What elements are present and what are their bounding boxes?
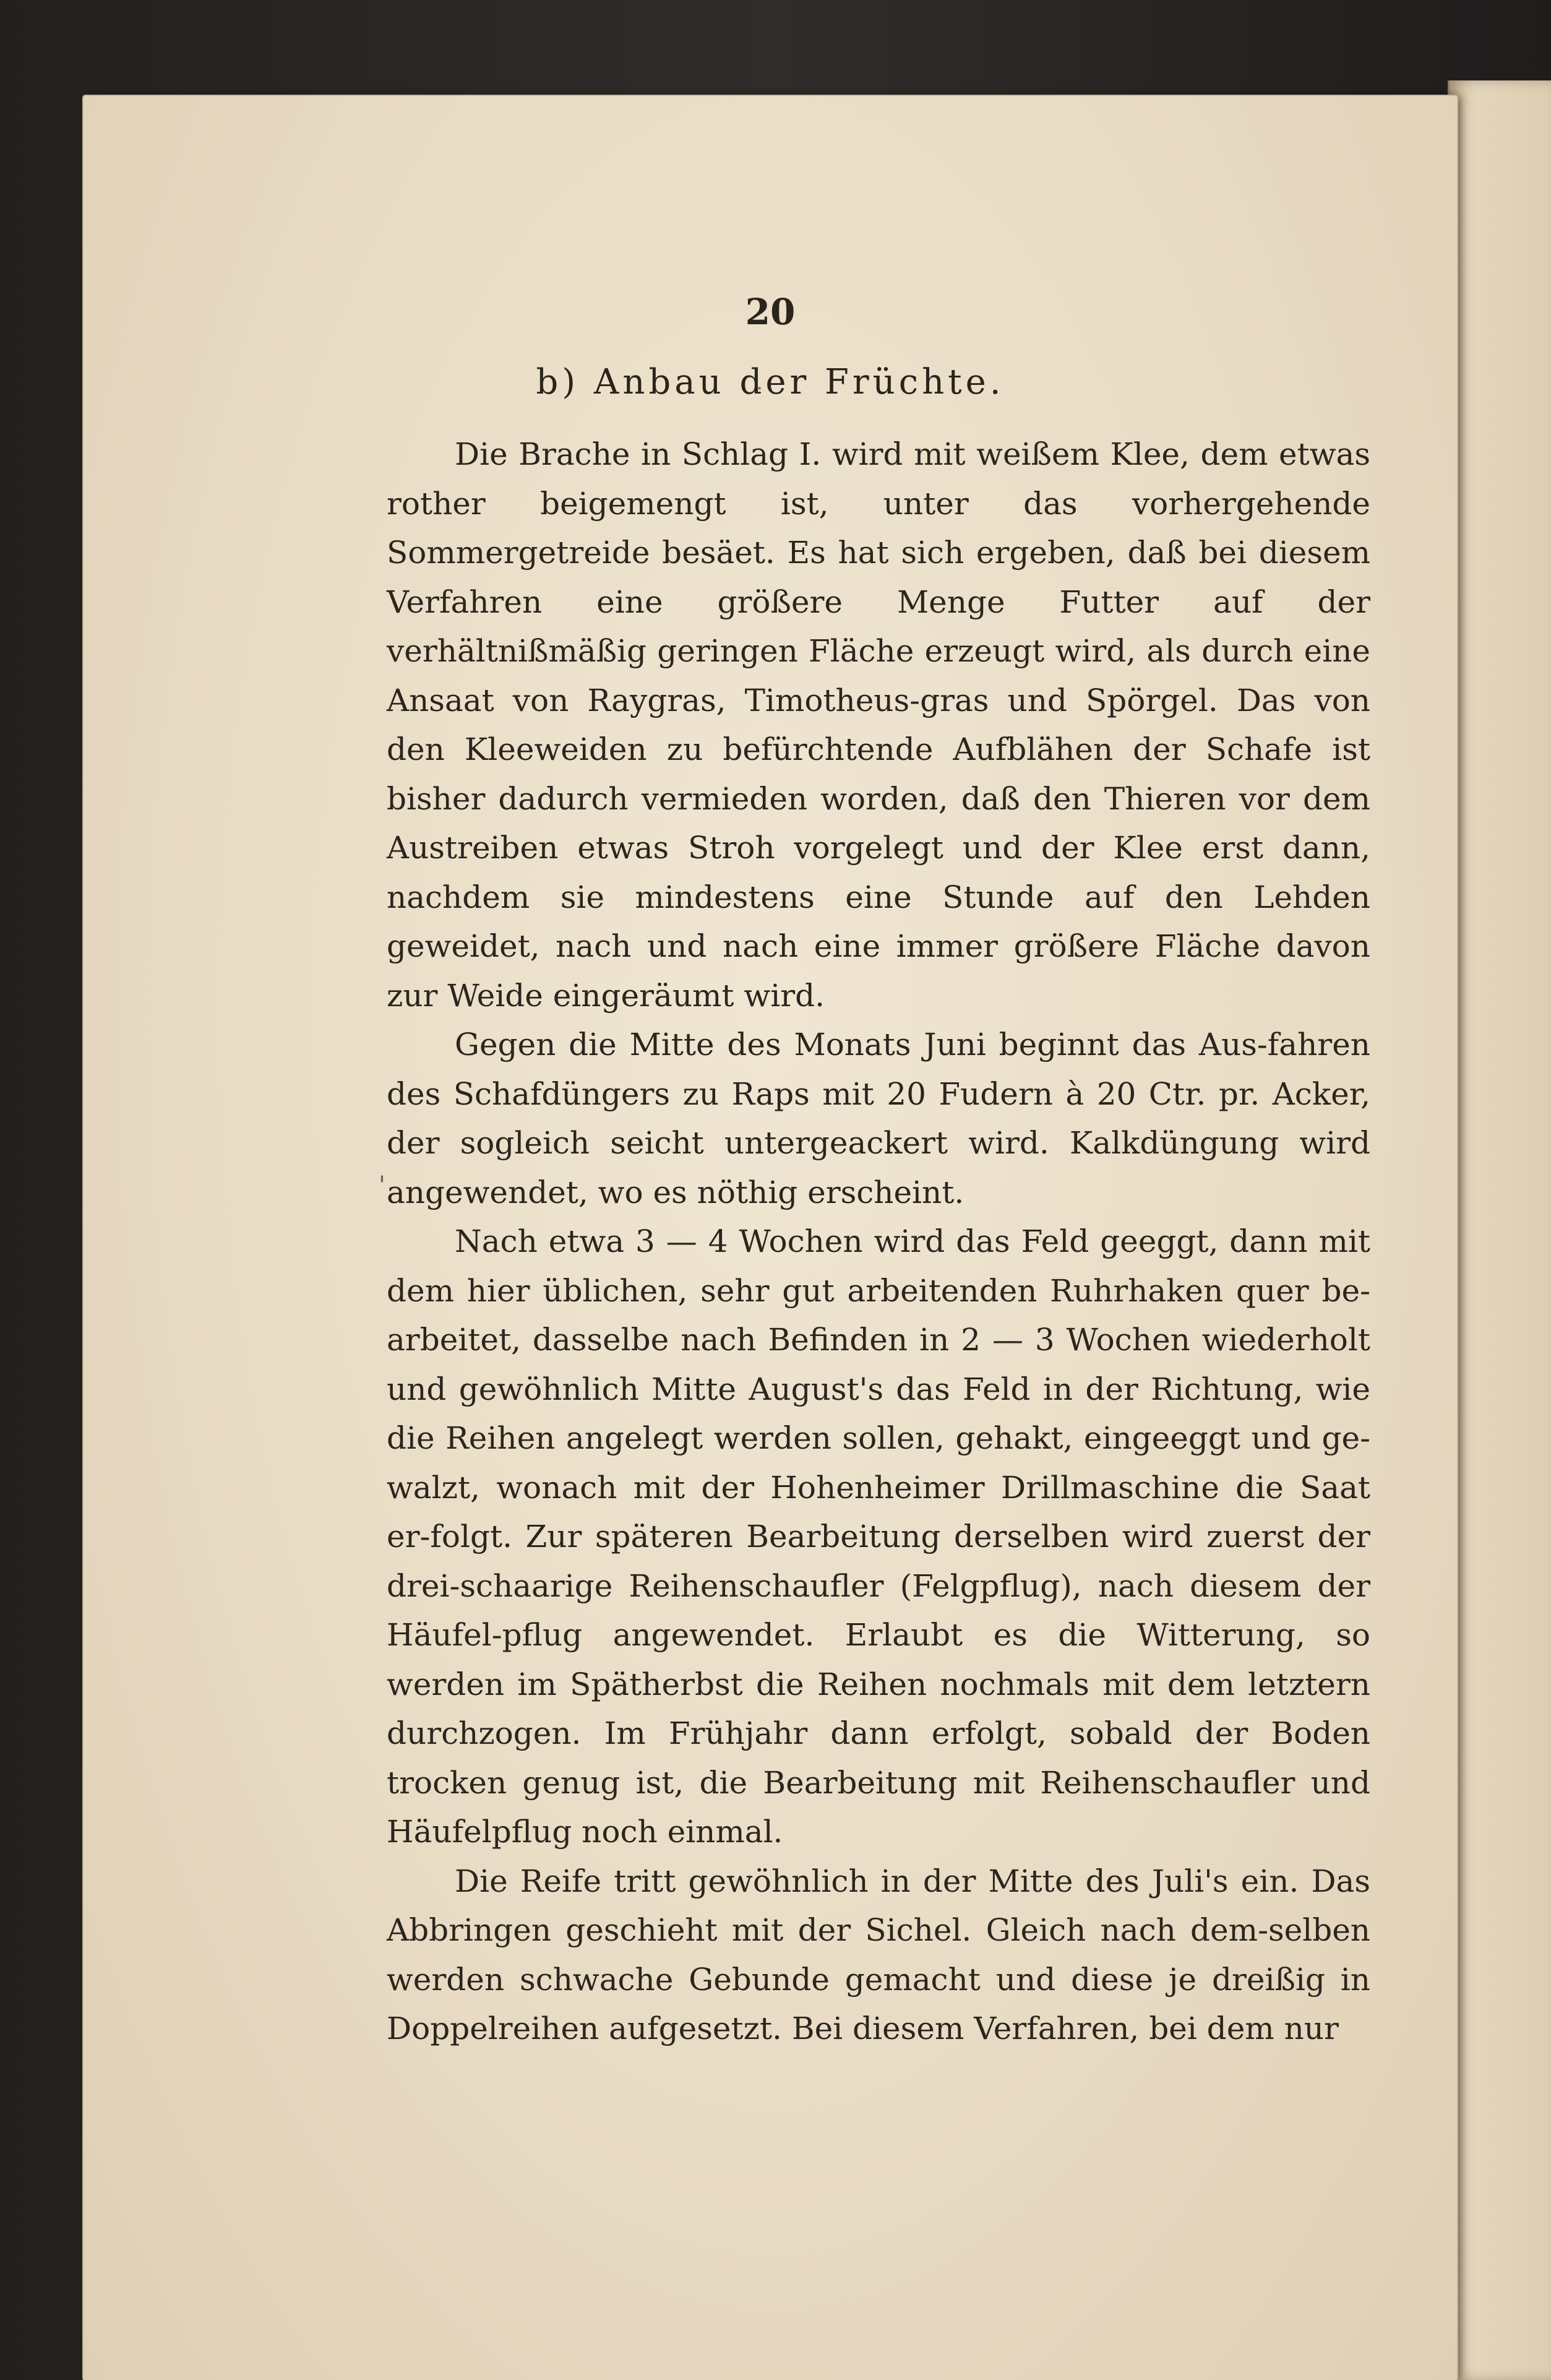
paragraph-4: Die Reife tritt gewöhnlich in der Mitte des Juli's ein. Das Abbringen geschieht mit der Sichel. Gleich nach dem-selben werden schwache Gebunde gemacht und diese je dreißig in Doppelreihen aufgesetzt. Bei diesem Verfahren, bei dem nur: [387, 1863, 1370, 2046]
book-page: [84, 96, 1457, 2380]
section-heading: b) Anbau der Früchte.: [536, 362, 1005, 402]
paragraph-1: Die Brache in Schlag I. wird mit weißem Klee, dem etwas rother beigemengt ist, unter das vorhergehende Sommergetreide besäet. Es hat sich ergeben, daß bei diesem Verfahren eine größere Menge Futter auf der verhältnißmäßig geringen Fläche erzeugt wird, als durch eine Ansaat von Raygras, Timotheus-gras und Spörgel. Das von den Kleeweiden zu befürchtende Aufblähen der Schafe ist bisher dadurch vermieden worden, daß den Thieren vor dem Austreiben etwas Stroh vorgelegt und der Klee erst dann, nachdem sie mindestens eine Stunde auf den Lehden geweidet, nach und nach eine immer größere Fläche davon zur Weide eingeräumt wird.: [387, 436, 1370, 1014]
adjacent-page-edge: [1448, 80, 1551, 2380]
paragraph-2: Gegen die Mitte des Monats Juni beginnt das Aus-fahren des Schafdüngers zu Raps mit 20 Fudern à 20 Ctr. pr. Acker, der sogleich seicht untergeackert wird. Kalkdüngung wird angewendet, wo es nöthig erscheint.: [387, 1027, 1370, 1210]
body-text: [387, 430, 1370, 2054]
page-number: 20: [745, 291, 796, 333]
paragraph-3: Nach etwa 3 — 4 Wochen wird das Feld geeggt, dann mit dem hier üblichen, sehr gut arbeitenden Ruhrhaken quer be-arbeitet, dasselbe nach Befinden in 2 — 3 Wochen wiederholt und gewöhnlich Mitte August's das Feld in der Richtung, wie die Reihen angelegt werden sollen, gehakt, eingeeggt und ge-walzt, wonach mit der Hohenheimer Drillmaschine die Saat er-folgt. Zur späteren Bearbeitung derselben wird zuerst der drei-schaarige Reihenschaufler (Felgpflug), nach diesem der Häufel-pflug angewendet. Erlaubt es die Witterung, so werden im Spätherbst die Reihen nochmals mit dem letztern durchzogen. Im Frühjahr dann erfolgt, sobald der Boden trocken genug ist, die Bearbeitung mit Reihenschaufler und Häufelpflug noch einmal.: [387, 1223, 1370, 1850]
margin-tick-mark: ': [379, 1171, 385, 1200]
